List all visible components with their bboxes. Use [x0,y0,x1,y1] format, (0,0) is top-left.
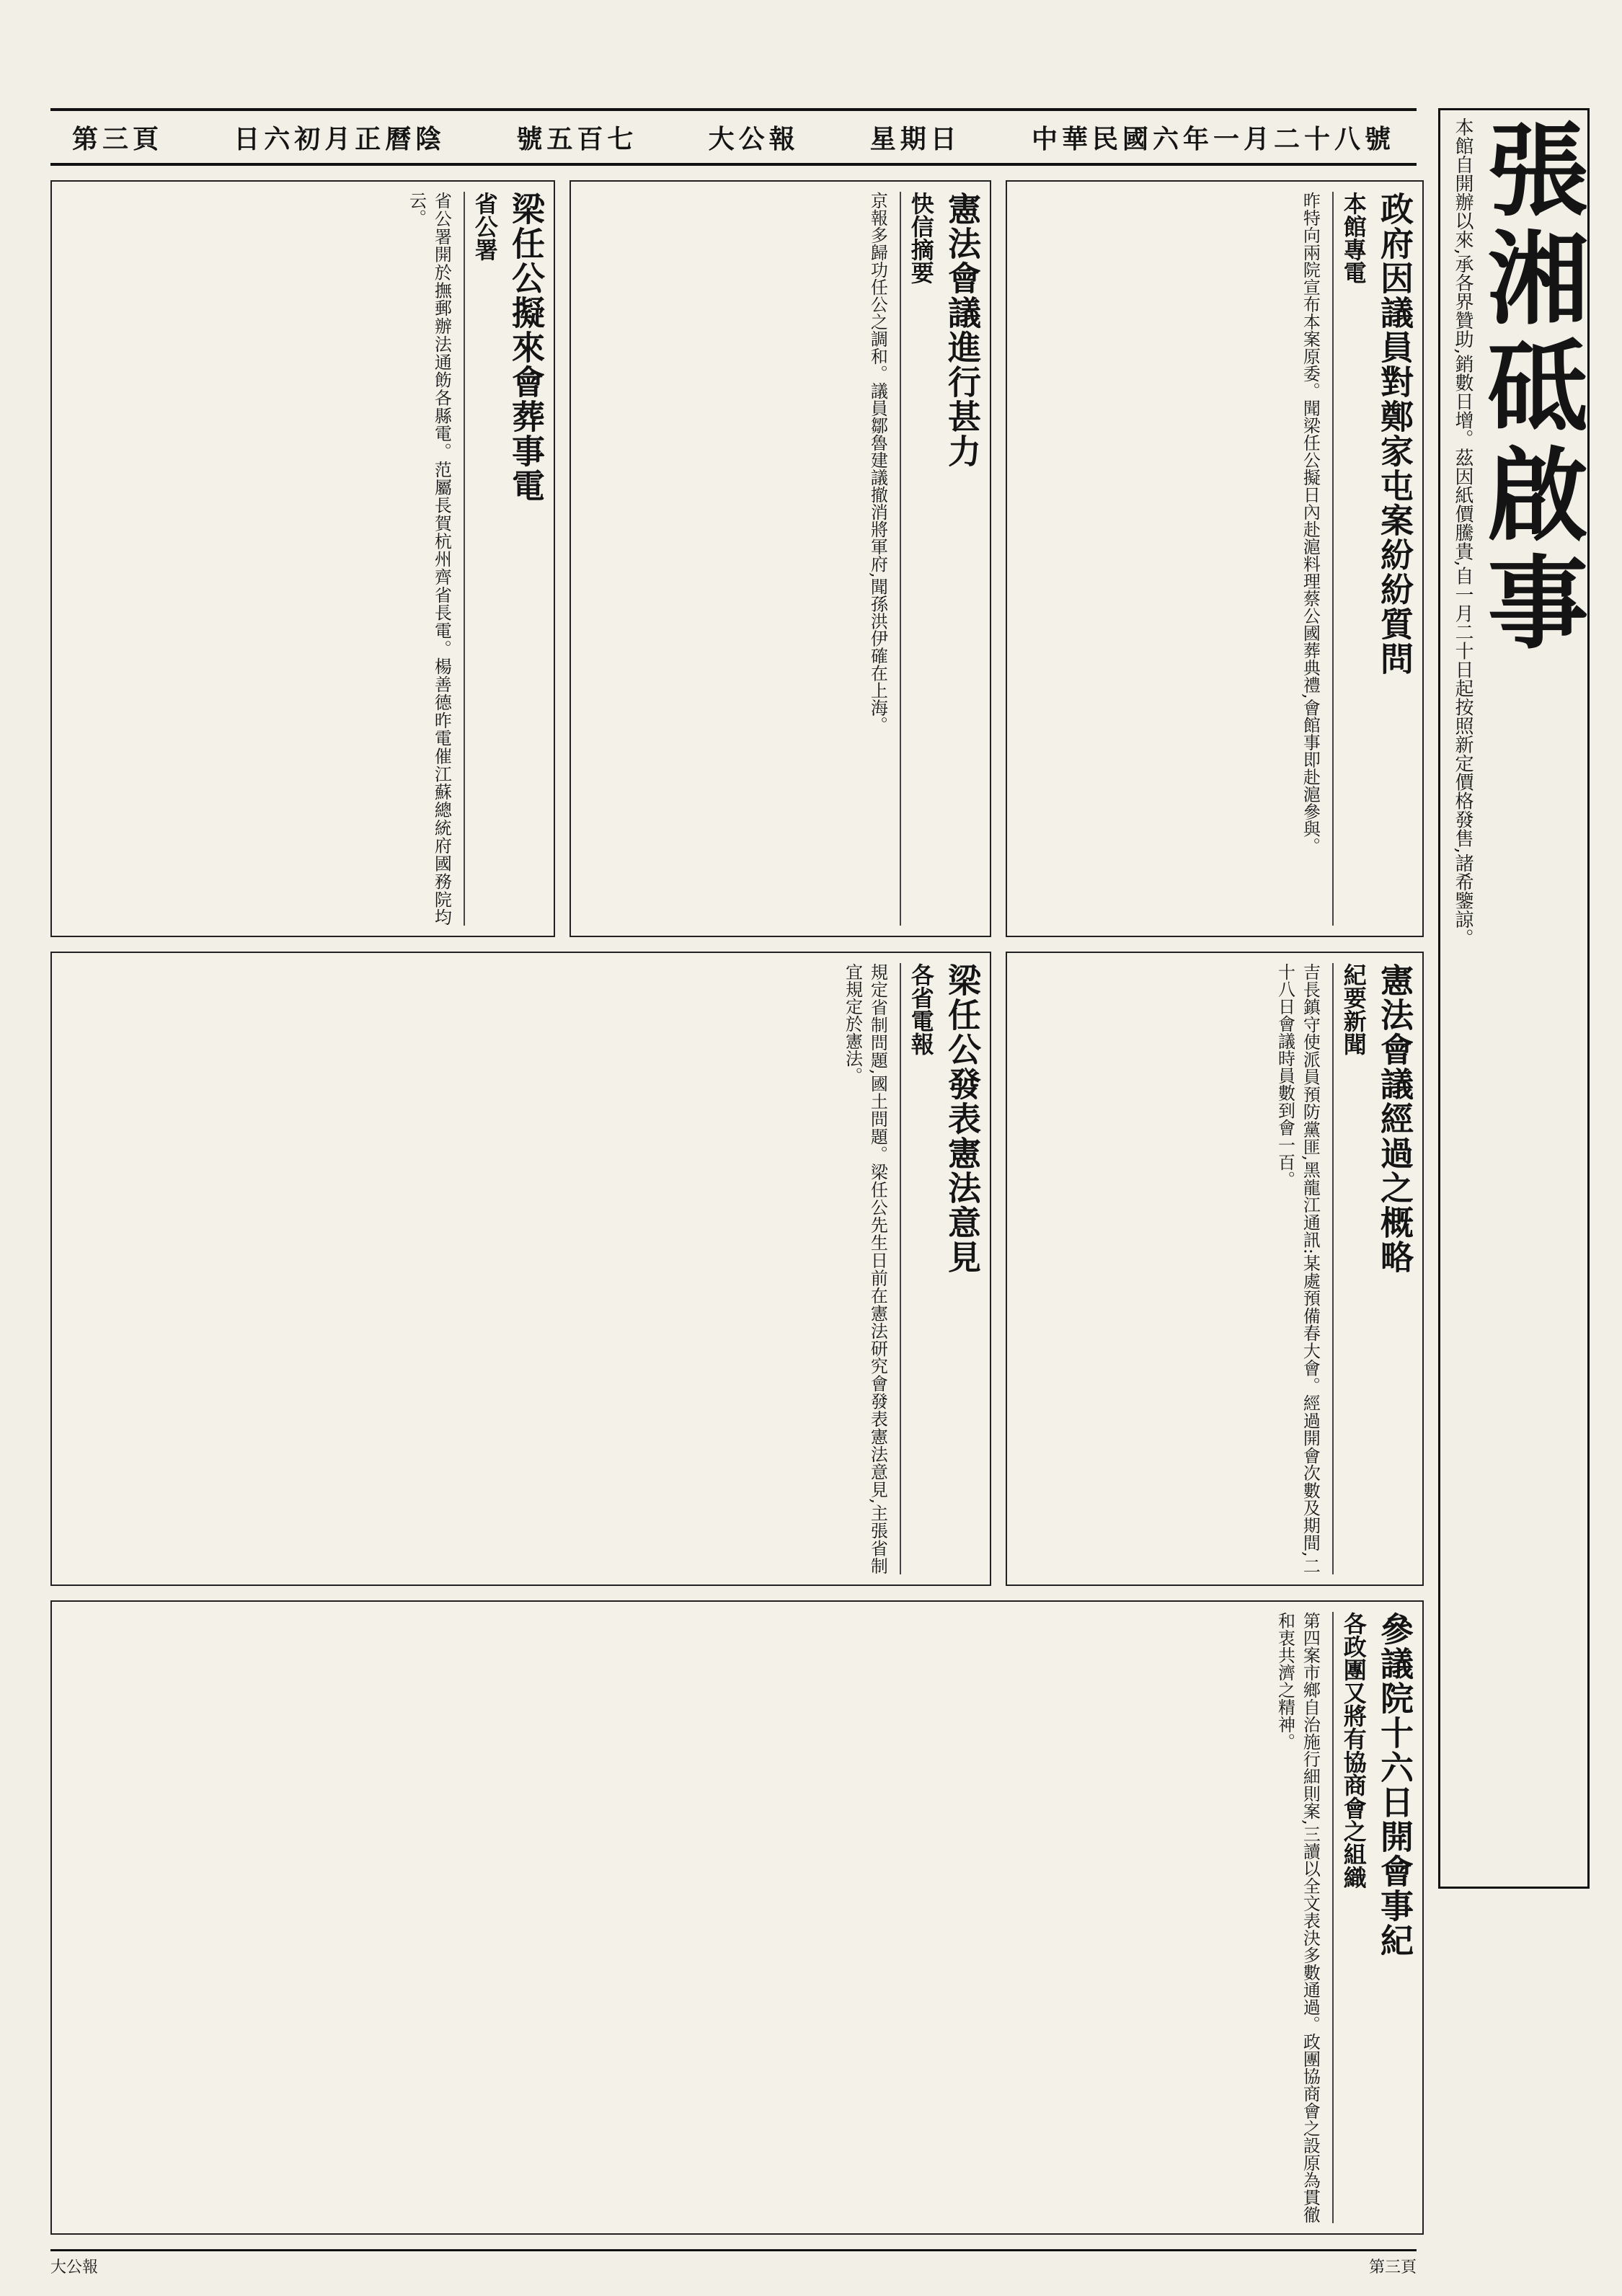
article-body: 規定省制問題,國土問題。梁任公先生日前在憲法研究會發表憲法意見,主張省制宜規定於憲法。 [842,963,888,1574]
article-subtitle: 紀要新聞 [1332,963,1367,1574]
article-subtitle: 本館專電 [1332,192,1367,926]
article-subtitle: 各省電報 [900,963,934,1574]
header-date: 中華民國六年一月二十八號 [1031,123,1395,154]
article-headline: 政府因議員對鄭家屯案紛紛質問 [1375,192,1414,676]
article-body: 京報多歸功任公之調和。議員鄒魯建議撤消將軍府,聞孫洪伊確在上海。 [867,192,888,734]
article-block [570,180,991,937]
header-issue: 號五百七 [516,123,638,154]
article-body: 第四案市鄉自治施行細則案,三讀以全文表決多數通過。政團協商會之設原為貫徹和衷共濟之精神。 [1275,1612,1321,2223]
article-headline: 憲法會議進行甚力 [943,192,982,469]
article-headline: 梁任公擬來會葬事電 [507,192,546,503]
notice-text: 本館自開辦以來,承各界贊助,銷數日增。茲因紙價騰貴,自一月二十日起按照新定價格發售,諸希鑒諒。 [1452,118,1473,948]
page-footer [50,2249,1417,2280]
article-block [50,180,555,937]
footer-right: 第三頁 [1368,2258,1417,2277]
article-block [1006,952,1424,1586]
footer-left: 大公報 [50,2258,99,2277]
notice-title: 張湘砥啟事 [1471,118,1589,658]
article-body: 吉長鎮守使派員預防黨匪,黑龍江通訊:某處預備春大會。經過開會次數及期間,二十八日會議時員數到會一百。 [1275,963,1321,1574]
article-block [1006,180,1424,937]
article-headline: 梁任公發表憲法意見 [943,963,982,1275]
masthead-title: 大公報 [708,123,799,154]
article-headline: 憲法會議經過之概略 [1375,963,1414,1275]
article-block [50,952,991,1586]
header-weekday: 星期日 [869,123,961,154]
header-date-lunar: 日六初月正曆陰 [234,123,446,154]
article-subtitle: 省公署 [464,192,498,926]
article-body: 昨特向兩院宣布本案原委。聞梁任公擬日內赴滬料理蔡公國葬典禮,會館事即赴滬參與。 [1300,192,1321,855]
header-left: 第三頁 [72,123,164,154]
article-subtitle: 各政團又將有協商會之組織 [1332,1612,1367,2223]
article-block [50,1600,1424,2235]
article-subtitle: 快信摘要 [900,192,934,926]
masthead [50,108,1417,166]
notice-column [1438,108,1590,1889]
article-body: 省公署開於撫郵辦法通飭各縣電。范屬長賀杭州齊省長電。楊善德昨電催江蘇總統府國務院均云。 [406,192,452,926]
article-headline: 參議院十六日開會事紀 [1375,1612,1414,1958]
